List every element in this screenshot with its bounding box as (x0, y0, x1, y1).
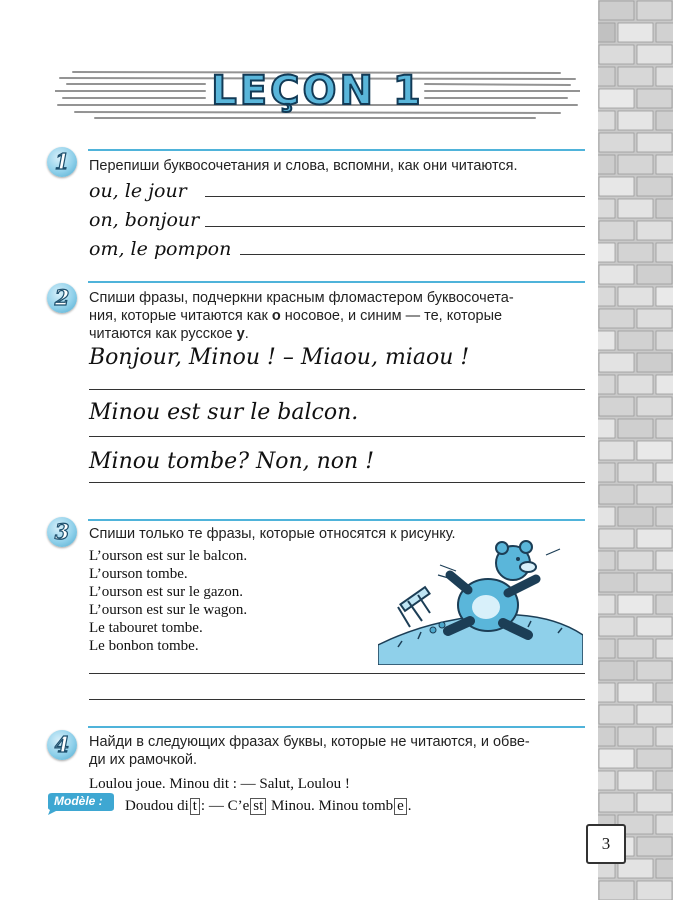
brick (656, 111, 673, 130)
brick (618, 463, 653, 482)
brick (656, 287, 673, 306)
brick (656, 331, 673, 350)
brick (656, 243, 673, 262)
exercise-2-badge: 2 (47, 283, 77, 313)
brick (618, 243, 653, 262)
brick (599, 397, 634, 416)
brick (637, 221, 672, 240)
brick (598, 375, 615, 394)
exercise-2-phrase: Minou tombe? Non, non ! (89, 449, 375, 474)
brick (637, 837, 672, 856)
exercise-3-sentence: Le tabouret tombe. (89, 620, 203, 636)
exercise-2-phrase: Bonjour, Minou ! – Miaou, miaou ! (89, 345, 470, 370)
brick (656, 507, 673, 526)
brick (599, 705, 634, 724)
brick (599, 793, 634, 812)
brick (599, 441, 634, 460)
brick (598, 507, 615, 526)
brick (637, 573, 672, 592)
brick (618, 375, 653, 394)
brick (656, 199, 673, 218)
brick (598, 199, 615, 218)
brick (599, 133, 634, 152)
model-badge (44, 792, 116, 816)
writing-line (240, 254, 585, 255)
brick (598, 419, 615, 438)
exercise-4-instruction (89, 733, 586, 769)
brick (637, 529, 672, 548)
brick (599, 617, 634, 636)
brick (656, 155, 673, 174)
exercise-4-text: Loulou joue. Minou dit : — Salut, Loulou ! (89, 776, 350, 792)
exercise-4-badge: 4 (47, 730, 77, 760)
brick (618, 287, 653, 306)
brick (656, 463, 673, 482)
brick (598, 67, 615, 86)
brick (618, 111, 653, 130)
exercise-1-instruction: Перепиши буквосочетания и слова, вспомни, как они читаются. (89, 158, 518, 174)
brick (637, 309, 672, 328)
brick (599, 221, 634, 240)
exercise-1-item: on, bonjour (89, 209, 200, 231)
model-label: Modèle : (54, 794, 103, 808)
brick (618, 419, 653, 438)
brick (637, 617, 672, 636)
brick (618, 771, 653, 790)
brick (598, 111, 615, 130)
brick (599, 661, 634, 680)
brick (637, 133, 672, 152)
brick (598, 287, 615, 306)
brick (656, 727, 673, 746)
brick (637, 793, 672, 812)
brick (656, 23, 673, 42)
brick (599, 881, 634, 900)
exercise-3-sentence: Le bonbon tombe. (89, 638, 199, 654)
brick (618, 67, 653, 86)
brick (637, 265, 672, 284)
brick (599, 749, 634, 768)
writing-line (89, 673, 585, 674)
brick (656, 859, 673, 878)
instruction-line: Найди в следующих фразах буквы, которые не читаются, и обве- (89, 734, 530, 750)
exercise-3-sentence: L’ourson est sur le gazon. (89, 584, 243, 600)
boxed-letter: t (190, 798, 200, 815)
brick (656, 595, 673, 614)
brick (598, 551, 615, 570)
brick (599, 529, 634, 548)
bear-illustration-svg (378, 535, 583, 665)
exercise-2-instruction (89, 289, 586, 343)
brick (598, 595, 615, 614)
boxed-letter: st (250, 798, 266, 815)
brick (637, 45, 672, 64)
lesson-title: LEÇON 1 (211, 68, 424, 114)
brick (637, 177, 672, 196)
exercise-1-rule (88, 149, 585, 151)
brick (599, 45, 634, 64)
exercise-2-rule (88, 281, 585, 283)
brick (618, 727, 653, 746)
brick (599, 485, 634, 504)
brick (656, 771, 673, 790)
brick (598, 155, 615, 174)
exercise-1-item: om, le pompon (89, 238, 232, 260)
brick (598, 23, 615, 42)
brick (618, 507, 653, 526)
brick (618, 639, 653, 658)
brick (637, 749, 672, 768)
brick (618, 23, 653, 42)
brick (598, 243, 615, 262)
writing-line (89, 699, 585, 700)
instruction-line: читаются как русское у. (89, 326, 249, 342)
brick (656, 683, 673, 702)
brick (618, 551, 653, 570)
instruction-line: Спиши фразы, подчеркни красным фломастером буквосочета- (89, 290, 514, 306)
exercise-1-badge: 1 (47, 147, 77, 177)
exercise-3-rule (88, 519, 585, 521)
instruction-line: ди их рамочкой. (89, 752, 198, 768)
brick (598, 331, 615, 350)
brick (618, 331, 653, 350)
brick (637, 1, 672, 20)
brick (599, 265, 634, 284)
model-example: Doudou di t : — C’e st Minou. Minou tomb e . (125, 798, 412, 814)
lesson-title-banner (55, 64, 580, 124)
exercise-3-sentence: L’ourson est sur le balcon. (89, 548, 248, 564)
brick (637, 89, 672, 108)
writing-line (205, 226, 585, 227)
brick (656, 815, 673, 834)
brick (656, 419, 673, 438)
brick (598, 463, 615, 482)
writing-line (205, 196, 585, 197)
boxed-letter: e (394, 798, 407, 815)
brick (637, 705, 672, 724)
brick (618, 595, 653, 614)
brick (598, 727, 615, 746)
brick (618, 683, 653, 702)
exercise-3-instruction: Спиши только те фразы, которые относятся к рисунку. (89, 526, 456, 542)
brick (656, 639, 673, 658)
brick (637, 485, 672, 504)
brick (637, 441, 672, 460)
exercise-3-sentence: L’ourson tombe. (89, 566, 188, 582)
brick (599, 353, 634, 372)
page-number: 3 (586, 824, 626, 864)
brick-wall-decoration (598, 0, 673, 900)
exercise-3-badge: 3 (47, 517, 77, 547)
brick (618, 155, 653, 174)
brick (637, 397, 672, 416)
brick (599, 1, 634, 20)
brick (599, 177, 634, 196)
brick (656, 375, 673, 394)
exercise-1-item: ou, le jour (89, 180, 187, 202)
brick (618, 199, 653, 218)
brick (599, 89, 634, 108)
exercise-3-sentence: L’ourson est sur le wagon. (89, 602, 248, 618)
bear-falling-illustration (378, 535, 583, 665)
brick (599, 573, 634, 592)
writing-line (89, 436, 585, 437)
brick (599, 309, 634, 328)
brick (656, 551, 673, 570)
brick (637, 881, 672, 900)
brick (598, 639, 615, 658)
writing-line (89, 389, 585, 390)
instruction-line: ния, которые читаются как o носовое, и синим — те, которые (89, 308, 503, 324)
brick (637, 661, 672, 680)
brick (637, 353, 672, 372)
exercise-2-phrase: Minou est sur le balcon. (89, 400, 359, 425)
writing-line (89, 482, 585, 483)
exercise-4-rule (88, 726, 585, 728)
brick (656, 67, 673, 86)
brick (598, 771, 615, 790)
brick (598, 683, 615, 702)
